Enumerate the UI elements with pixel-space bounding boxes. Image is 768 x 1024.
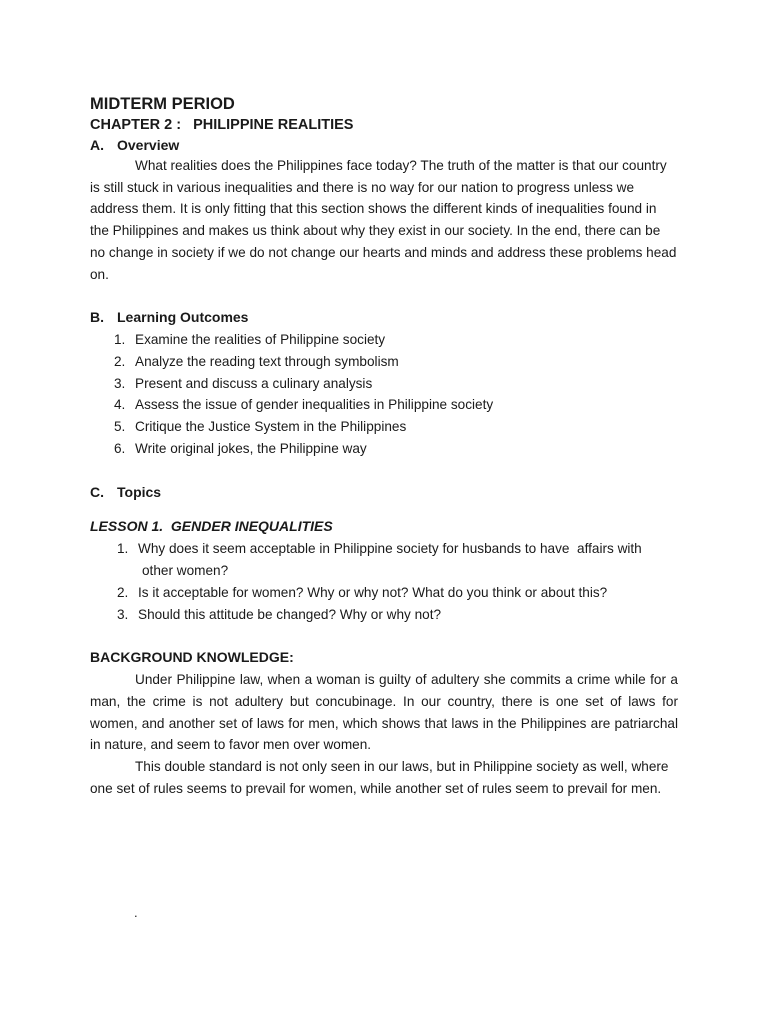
list-item xyxy=(90,373,678,395)
background-paragraph: This double standard is not only seen in our laws, but in Philippine society as well, where one set of rules seems to prevail for women, while another set of rules seem to prevail for men. xyxy=(90,759,669,796)
learning-outcomes-list xyxy=(90,329,678,459)
section-title: Topics xyxy=(117,484,162,501)
trailing-mark: . xyxy=(134,905,138,920)
list-text: Is it acceptable for women? Why or why not? What do you think or about this? xyxy=(138,584,608,600)
list-text: Why does it seem acceptable in Philippine society for husbands to have affairs with xyxy=(138,541,642,557)
section-topics-heading xyxy=(90,482,678,502)
list-text: Analyze the reading text through symbolism xyxy=(135,353,399,369)
section-title: Learning Outcomes xyxy=(117,309,249,326)
list-number: 6. xyxy=(114,440,126,456)
section-letter: A. xyxy=(90,137,104,153)
section-letter: C. xyxy=(90,484,104,501)
list-item xyxy=(90,582,678,604)
list-item xyxy=(90,394,678,416)
section-letter: B. xyxy=(90,309,104,326)
page-title: MIDTERM PERIOD xyxy=(90,95,235,113)
list-text: Should this attitude be changed? Why or why not? xyxy=(138,606,442,622)
list-number: 5. xyxy=(114,419,126,435)
list-text: Examine the realities of Philippine society xyxy=(135,332,386,348)
list-number: 3. xyxy=(117,606,129,622)
list-text: Write original jokes, the Philippine way xyxy=(135,440,367,456)
lesson-heading: LESSON 1. GENDER INEQUALITIES xyxy=(90,518,333,535)
list-text-continuation: other women? xyxy=(142,563,229,579)
section-title: Overview xyxy=(117,137,180,153)
list-text: Critique the Justice System in the Philippines xyxy=(135,419,407,435)
overview-paragraph: What realities does the Philippines face today? The truth of the matter is that our country is still stuck in various inequalities and there is no way for our nation to progress unless we address them. It is only fitting that this section shows the different kinds of inequalities found in the Philippines and makes us think about why they exist in our society. In the end, there can be no change in society if we do not change our hearts and minds and address these problems head on. xyxy=(90,158,677,282)
background-knowledge-heading: BACKGROUND KNOWLEDGE: xyxy=(90,649,294,666)
list-number: 1. xyxy=(114,332,126,348)
lesson-questions-list xyxy=(90,538,678,625)
list-text: Present and discuss a culinary analysis xyxy=(135,375,373,391)
list-item xyxy=(90,416,678,438)
list-text: Assess the issue of gender inequalities in Philippine society xyxy=(135,397,494,413)
list-number: 2. xyxy=(117,584,129,600)
list-item xyxy=(90,351,678,373)
list-item xyxy=(90,329,678,351)
background-paragraph: Under Philippine law, when a woman is guilty of adultery she commits a crime while for a man, the crime is not adultery but concubinage. In our country, there is one set of laws for women, and another set of laws for men, which shows that laws in the Philippines are patriarchal in nature, and seem to favor men over women. xyxy=(90,672,678,753)
list-number: 3. xyxy=(114,375,126,391)
chapter-heading: CHAPTER 2 : PHILIPPINE REALITIES xyxy=(90,117,354,133)
list-item xyxy=(90,538,678,581)
document-page xyxy=(90,93,678,799)
list-item xyxy=(90,438,678,460)
section-learning-outcomes-heading xyxy=(90,307,678,327)
list-number: 1. xyxy=(117,541,129,557)
list-number: 2. xyxy=(114,353,126,369)
list-item xyxy=(90,604,678,626)
list-number: 4. xyxy=(114,397,126,413)
section-overview-heading xyxy=(90,135,678,155)
